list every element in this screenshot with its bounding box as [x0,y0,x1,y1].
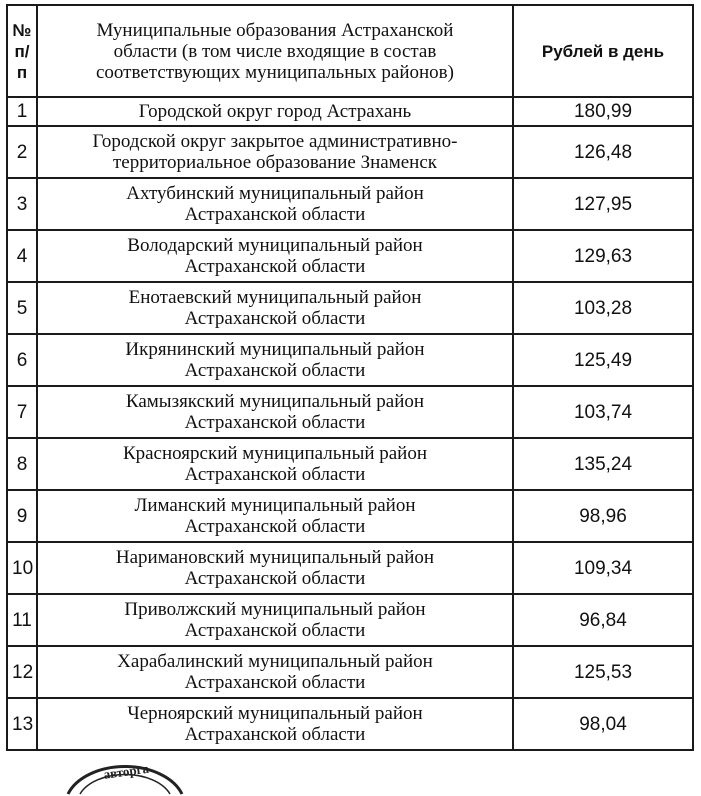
header-number: № п/п [7,5,37,97]
rubles-per-day-value: 98,96 [513,490,693,542]
row-number: 7 [7,386,37,438]
rubles-per-day-value: 103,74 [513,386,693,438]
municipality-name-line: Астраханской области [184,464,366,485]
municipality-name-line: Астраханской области [184,724,366,745]
row-number: 12 [7,646,37,698]
municipality-name-line: Астраханской области [184,412,366,433]
rubles-per-day-value: 126,48 [513,126,693,178]
table-row [7,490,693,542]
rubles-per-day-value: 127,95 [513,178,693,230]
rubles-per-day-value: 98,04 [513,698,693,750]
municipality-name [37,97,513,126]
rubles-per-day-value: 180,99 [513,97,693,126]
svg-text:авторга: авторга [102,760,150,782]
row-number: 3 [7,178,37,230]
municipality-name [37,490,513,542]
municipality-name-line: Наримановский муниципальный район [115,547,435,568]
table-row [7,126,693,178]
municipality-name-line: Приволжский муниципальный район [124,599,426,620]
municipality-name-line: Икрянинский муниципальный район [125,339,425,360]
table-row [7,97,693,126]
table-row [7,282,693,334]
municipality-name-line: Харабалинский муниципальный район [117,651,433,672]
rubles-per-day-value: 96,84 [513,594,693,646]
municipality-name [37,178,513,230]
rubles-per-day-value: 135,24 [513,438,693,490]
rates-table [6,4,694,751]
municipality-name [37,282,513,334]
municipality-name-line: Астраханской области [184,568,366,589]
header-rubles-per-day: Рублей в день [513,5,693,97]
municipality-name-line: Енотаевский муниципальный район [128,287,422,308]
municipality-name-line: Астраханской области [184,204,366,225]
municipality-name [37,126,513,178]
municipality-name-line: Астраханской области [184,620,366,641]
row-number: 11 [7,594,37,646]
municipality-name-line: Красноярский муниципальный район [122,443,428,464]
table-row [7,542,693,594]
rubles-per-day-value: 109,34 [513,542,693,594]
rubles-per-day-value: 125,53 [513,646,693,698]
municipality-name [37,334,513,386]
municipality-name [37,646,513,698]
municipality-name [37,594,513,646]
row-number: 1 [7,97,37,126]
row-number: 8 [7,438,37,490]
municipality-name-line: Черноярский муниципальный район [127,703,423,724]
header-municipality: Муниципальные образования Астраханской области (в том числе входящие в состав соответствующих муниципальных районов) [37,5,513,97]
rubles-per-day-value: 129,63 [513,230,693,282]
row-number: 13 [7,698,37,750]
municipality-name-line: Камызякский муниципальный район [125,391,425,412]
municipality-name [37,438,513,490]
row-number: 9 [7,490,37,542]
municipality-name [37,386,513,438]
row-number: 5 [7,282,37,334]
municipality-name [37,542,513,594]
municipality-name-line: Астраханской области [184,360,366,381]
municipality-name [37,230,513,282]
municipality-name-line: Астраханской области [184,308,366,329]
table-row [7,594,693,646]
table-row [7,230,693,282]
municipality-name-line: Володарский муниципальный район [127,235,423,256]
row-number: 10 [7,542,37,594]
municipality-name-line: Астраханской области [184,256,366,277]
municipality-name-line: территориальное образование Знаменск [112,152,438,173]
rubles-per-day-value: 103,28 [513,282,693,334]
row-number: 4 [7,230,37,282]
municipality-name-line: Городской округ город Астрахань [138,101,412,122]
municipality-name-line: Астраханской области [184,516,366,537]
header-row [7,5,693,97]
table-row [7,334,693,386]
rubles-per-day-value: 125,49 [513,334,693,386]
table-row [7,646,693,698]
table-row [7,178,693,230]
municipality-name-line: Лиманский муниципальный район [134,495,416,516]
row-number: 2 [7,126,37,178]
municipality-name-line: Городской округ закрытое административно- [92,131,458,152]
seal-stamp [60,736,190,796]
municipality-name-line: Астраханской области [184,672,366,693]
municipality-name-line: Ахтубинский муниципальный район [126,183,424,204]
table-row [7,386,693,438]
row-number: 6 [7,334,37,386]
table-row [7,438,693,490]
